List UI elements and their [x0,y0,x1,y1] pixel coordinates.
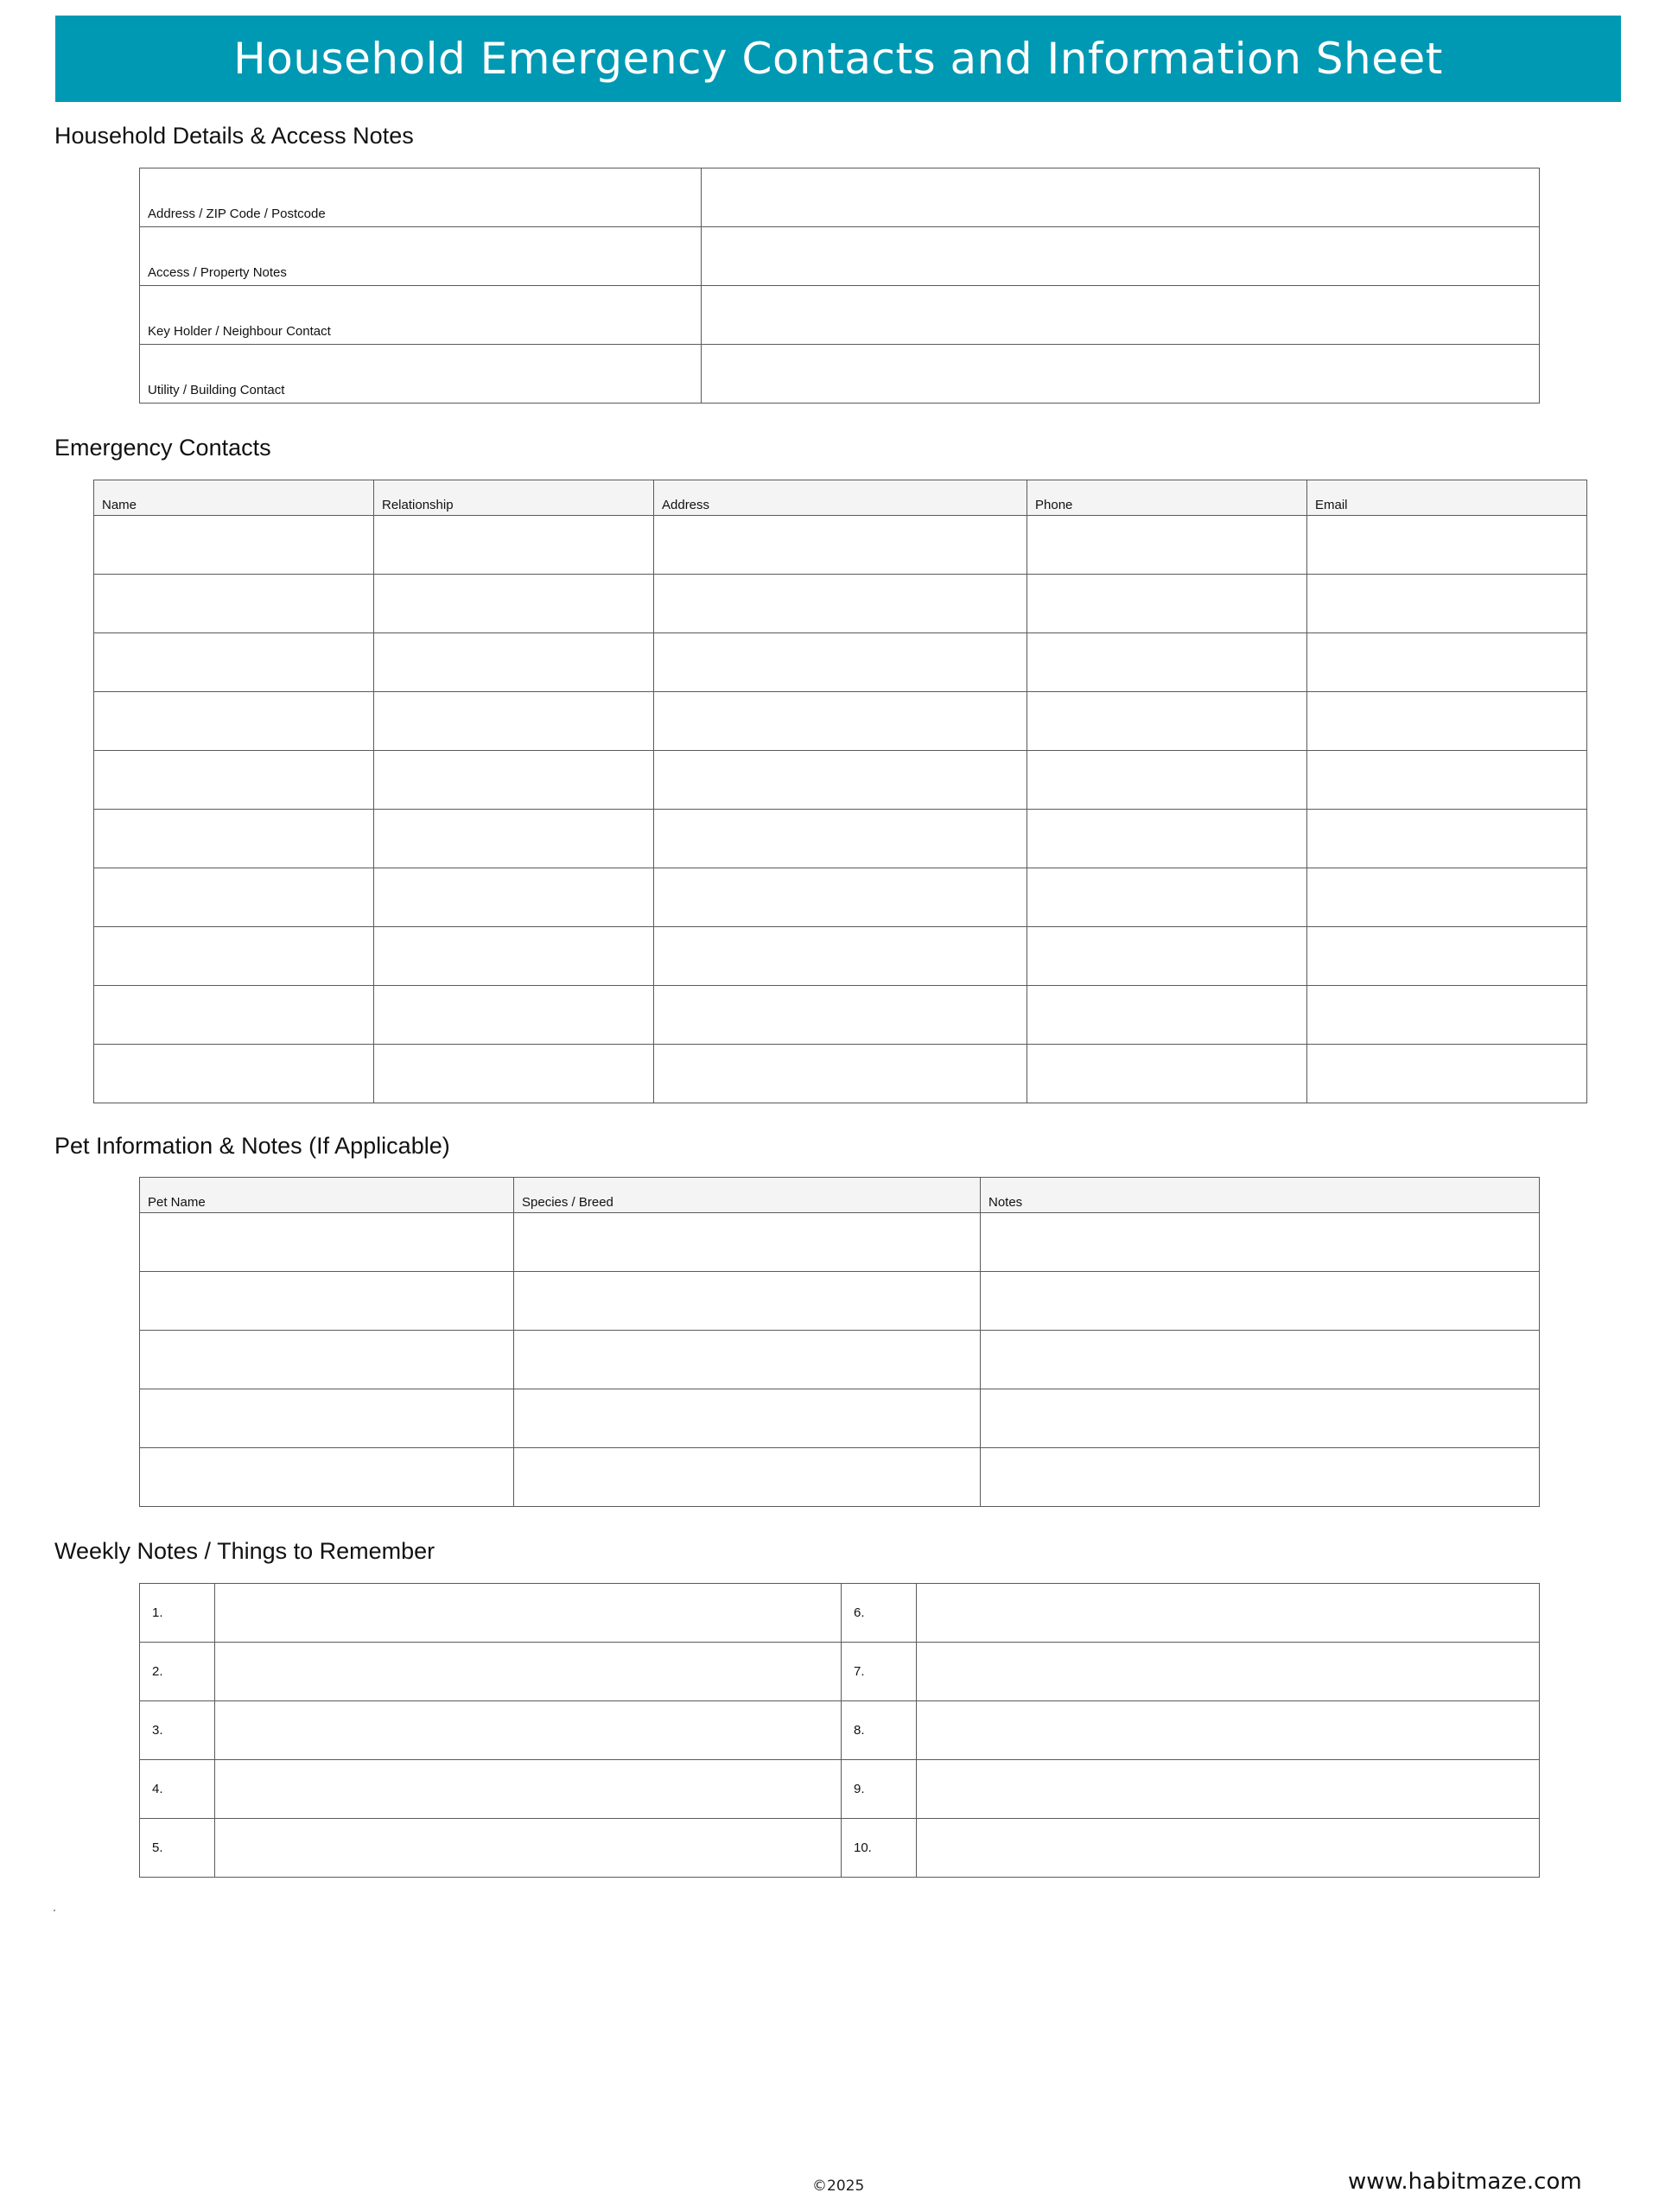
note-number: 2. [140,1643,215,1701]
table-cell-field[interactable] [981,1272,1540,1331]
table-cell-field[interactable] [1027,927,1307,986]
note-field[interactable] [917,1819,1540,1878]
table-cell-field[interactable] [1027,868,1307,927]
table-cell-field[interactable] [981,1389,1540,1448]
note-field[interactable] [215,1819,842,1878]
household-label: Utility / Building Contact [140,345,702,404]
table-cell-field[interactable] [1307,633,1587,692]
table-cell-field[interactable] [1307,692,1587,751]
table-cell-field[interactable] [140,1448,514,1507]
table-cell-field[interactable] [374,751,654,810]
table-cell-field[interactable] [654,692,1027,751]
note-number: 5. [140,1819,215,1878]
household-row [140,345,1540,404]
table-cell-field[interactable] [1307,810,1587,868]
contacts-header-row [94,480,1587,516]
household-value-field[interactable] [702,286,1540,345]
table-cell-field[interactable] [981,1331,1540,1389]
table-cell-field[interactable] [981,1213,1540,1272]
note-field[interactable] [215,1584,842,1643]
notes-row [140,1819,1540,1878]
household-value-field[interactable] [702,168,1540,227]
household-label: Key Holder / Neighbour Contact [140,286,702,345]
stray-dot [54,1910,55,1911]
table-cell-field[interactable] [1027,986,1307,1045]
table-row [140,1213,1540,1272]
table-cell-field[interactable] [94,751,374,810]
table-cell-field[interactable] [140,1331,514,1389]
table-row [94,810,1587,868]
table-row [140,1272,1540,1331]
table-cell-field[interactable] [654,1045,1027,1103]
table-cell-field[interactable] [1027,751,1307,810]
table-cell-field[interactable] [514,1331,981,1389]
table-cell-field[interactable] [1307,986,1587,1045]
table-cell-field[interactable] [1027,633,1307,692]
table-cell-field[interactable] [514,1213,981,1272]
table-cell-field[interactable] [94,810,374,868]
note-number: 9. [842,1760,917,1819]
table-cell-field[interactable] [94,692,374,751]
note-number: 7. [842,1643,917,1701]
table-row [140,1331,1540,1389]
table-row [94,516,1587,575]
note-field[interactable] [917,1643,1540,1701]
page-title: Household Emergency Contacts and Information Sheet [233,34,1443,84]
household-row [140,168,1540,227]
copyright: ©2025 [812,2177,865,2195]
website-link[interactable]: www.habitmaze.com [1348,2169,1582,2195]
household-row [140,286,1540,345]
note-field[interactable] [215,1643,842,1701]
household-table [139,168,1540,404]
table-cell-field[interactable] [374,575,654,633]
household-row [140,227,1540,286]
table-cell-field[interactable] [1027,575,1307,633]
note-number: 10. [842,1819,917,1878]
table-cell-field[interactable] [654,751,1027,810]
column-header-phone: Phone [1027,480,1307,516]
table-cell-field[interactable] [94,986,374,1045]
table-cell-field[interactable] [374,986,654,1045]
table-row [140,1389,1540,1448]
table-cell-field[interactable] [94,575,374,633]
table-cell-field[interactable] [374,810,654,868]
table-cell-field[interactable] [654,868,1027,927]
table-cell-field[interactable] [374,1045,654,1103]
table-cell-field[interactable] [94,1045,374,1103]
note-field[interactable] [917,1584,1540,1643]
table-cell-field[interactable] [514,1272,981,1331]
notes-heading: Weekly Notes / Things to Remember [54,1538,435,1564]
notes-row [140,1643,1540,1701]
table-cell-field[interactable] [1307,751,1587,810]
column-header-species-breed: Species / Breed [514,1178,981,1213]
table-cell-field[interactable] [514,1448,981,1507]
table-cell-field[interactable] [654,810,1027,868]
table-row [94,575,1587,633]
table-cell-field[interactable] [140,1272,514,1331]
notes-row [140,1584,1540,1643]
table-cell-field[interactable] [514,1389,981,1448]
pets-table [139,1177,1540,1507]
note-number: 3. [140,1701,215,1760]
note-field[interactable] [917,1701,1540,1760]
table-cell-field[interactable] [654,986,1027,1045]
table-cell-field[interactable] [374,868,654,927]
table-cell-field[interactable] [374,633,654,692]
table-cell-field[interactable] [1027,692,1307,751]
household-label: Address / ZIP Code / Postcode [140,168,702,227]
column-header-relationship: Relationship [374,480,654,516]
household-label: Access / Property Notes [140,227,702,286]
table-cell-field[interactable] [374,927,654,986]
column-header-email: Email [1307,480,1587,516]
table-cell-field[interactable] [1027,1045,1307,1103]
table-cell-field[interactable] [1027,516,1307,575]
pets-heading: Pet Information & Notes (If Applicable) [54,1133,450,1159]
table-cell-field[interactable] [140,1389,514,1448]
table-cell-field[interactable] [374,516,654,575]
table-cell-field[interactable] [981,1448,1540,1507]
table-row [94,633,1587,692]
table-cell-field[interactable] [94,927,374,986]
contacts-table [93,480,1587,1103]
table-cell-field[interactable] [1307,927,1587,986]
table-row [94,986,1587,1045]
table-cell-field[interactable] [1307,868,1587,927]
household-value-field[interactable] [702,227,1540,286]
table-row [94,868,1587,927]
note-field[interactable] [215,1701,842,1760]
notes-row [140,1760,1540,1819]
note-number: 6. [842,1584,917,1643]
table-cell-field[interactable] [94,633,374,692]
table-row [94,751,1587,810]
table-cell-field[interactable] [374,692,654,751]
table-cell-field[interactable] [654,575,1027,633]
notes-table [139,1583,1540,1878]
table-cell-field[interactable] [94,868,374,927]
column-header-notes: Notes [981,1178,1540,1213]
table-cell-field[interactable] [1307,516,1587,575]
note-number: 4. [140,1760,215,1819]
column-header-pet-name: Pet Name [140,1178,514,1213]
page-title-banner [55,16,1621,102]
table-row [94,1045,1587,1103]
table-row [94,692,1587,751]
table-cell-field[interactable] [1307,1045,1587,1103]
table-cell-field[interactable] [654,927,1027,986]
household-heading: Household Details & Access Notes [54,123,414,149]
note-field[interactable] [917,1760,1540,1819]
household-value-field[interactable] [702,345,1540,404]
table-cell-field[interactable] [1307,575,1587,633]
table-cell-field[interactable] [654,633,1027,692]
note-field[interactable] [215,1760,842,1819]
table-row [94,927,1587,986]
table-cell-field[interactable] [140,1213,514,1272]
table-cell-field[interactable] [94,516,374,575]
notes-row [140,1701,1540,1760]
note-number: 8. [842,1701,917,1760]
table-row [140,1448,1540,1507]
column-header-address: Address [654,480,1027,516]
contacts-heading: Emergency Contacts [54,435,271,461]
note-number: 1. [140,1584,215,1643]
table-cell-field[interactable] [1027,810,1307,868]
table-cell-field[interactable] [654,516,1027,575]
pets-header-row [140,1178,1540,1213]
column-header-name: Name [94,480,374,516]
